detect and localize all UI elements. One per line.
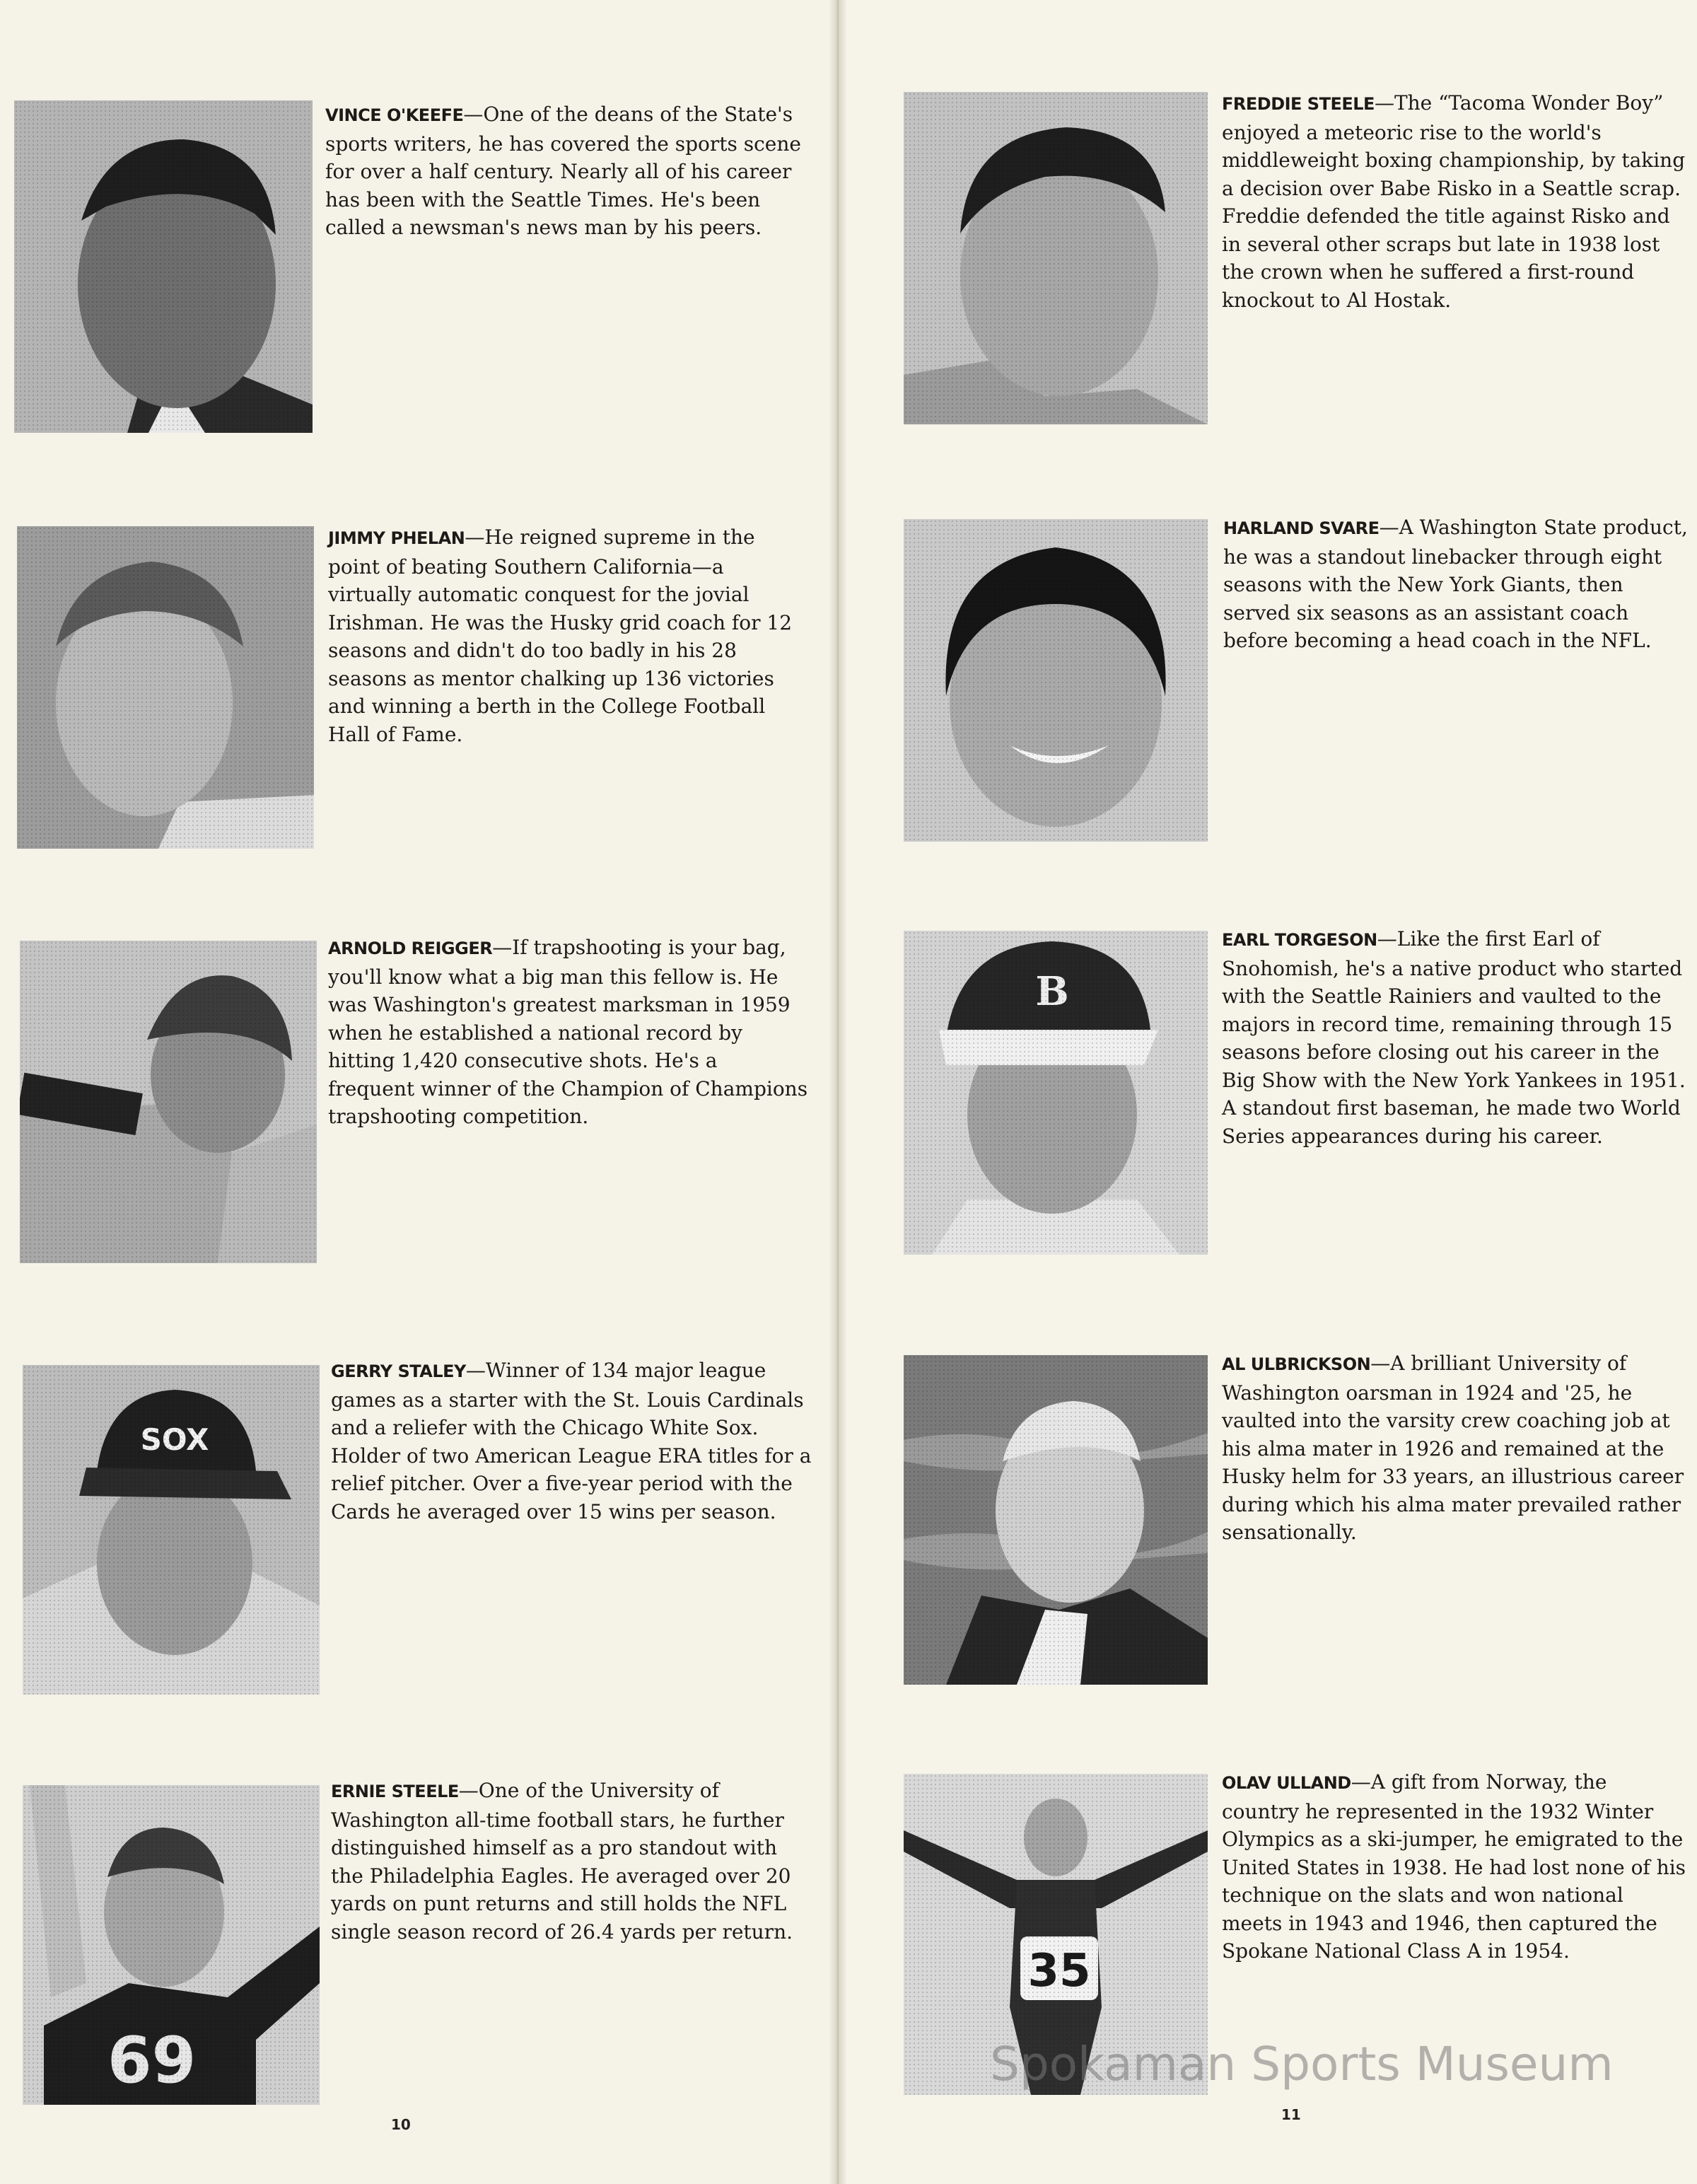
name-earl-torgeson: EARL TORGESON [1222, 930, 1377, 950]
portrait-vince-okeefe [14, 100, 313, 433]
entry-jimmy-phelan [328, 523, 809, 748]
name-al-ulbrickson: AL ULBRICKSON [1222, 1354, 1371, 1374]
watermark: Spokaman Sports Museum [990, 2037, 1614, 2091]
entry-vince-okeefe [325, 100, 806, 242]
name-harland-svare: HARLAND SVARE [1223, 518, 1380, 538]
name-gerry-staley: GERRY STALEY [331, 1361, 466, 1381]
portrait-ernie-steele [23, 1785, 320, 2105]
bio-text: —A Washington State product, he was a standout linebacker through eight seasons with the New York Giants, then served six seasons as an assistant coach before becoming a head coach in the NFL. [1223, 516, 1688, 652]
entry-harland-svare [1223, 513, 1690, 655]
page-number-right: 11 [1281, 2106, 1301, 2123]
entry-arnold-reigger [328, 934, 809, 1131]
bio-text: —The “Tacoma Wonder Boy” enjoyed a meteoric rise to the world's middleweight boxing championship, by taking a decision over Babe Risko in a Seattle scrap. Freddie defended the title against Risko and in several other scraps but late in 1938 lost the crown when he suffered a first-round knockout to Al Hostak. [1222, 91, 1686, 312]
bio-text: —A brilliant University of Washington oarsman in 1924 and '25, he vaulted into the varsity crew coaching job at his alma mater in 1926 and remained at the Husky helm for 33 years, an illustrious career during which his alma mater prevailed rather sensationally. [1222, 1352, 1684, 1544]
portrait-al-ulbrickson [904, 1355, 1208, 1685]
name-vince-okeefe: VINCE O'KEEFE [325, 105, 464, 125]
portrait-jimmy-phelan [17, 526, 314, 849]
entry-ernie-steele [331, 1777, 812, 1946]
name-olav-ulland: OLAV ULLAND [1222, 1773, 1351, 1793]
entry-gerry-staley [331, 1357, 812, 1526]
name-arnold-reigger: ARNOLD REIGGER [328, 939, 493, 958]
bio-text: —One of the deans of the State's sports writers, he has covered the sports scene for over a half century. Nearly all of his career has been with the Seattle Times. He's been called a newsman's news man by his peers. [325, 103, 801, 239]
bio-text: —He reigned supreme in the point of beating Southern California—a virtually automatic conquest for the jovial Irishman. He was the Husky grid coach for 12 seasons and didn't do too badly in his 28 seasons as mentor chalking up 136 victories and winning a berth in the College Football Hall of Fame. [328, 525, 793, 746]
bio-text: —Like the first Earl of Snohomish, he's a native product who started with the Seattle Rainiers and vaulted to the majors in record time, remaining through 15 seasons before closing out his career in the Big Show with the New York Yankees in 1951. A standout first baseman, he made two World Series appearances during his career. [1222, 927, 1686, 1148]
name-jimmy-phelan: JIMMY PHELAN [328, 528, 465, 548]
page-number-left: 10 [391, 2116, 411, 2133]
entry-earl-torgeson [1222, 925, 1690, 1150]
portrait-freddie-steele [904, 92, 1208, 424]
bio-text: —A gift from Norway, the country he represented in the 1932 Winter Olympics as a ski-jumper, he emigrated to the United States in 1938. He had lost none of his technique on the slats and won national meets in 1943 and 1946, then captured the Spokane National Class A in 1954. [1222, 1770, 1686, 1963]
book-gutter [829, 0, 847, 2184]
entry-olav-ulland [1222, 1768, 1690, 1965]
entry-al-ulbrickson [1222, 1349, 1691, 1547]
portrait-gerry-staley [23, 1365, 320, 1695]
entry-freddie-steele [1222, 89, 1689, 314]
bio-text: —If trapshooting is your bag, you'll know what a big man this fellow is. He was Washington's greatest marksman in 1959 when he established a national record by hitting 1,420 consecutive shots. He's a frequent winner of the Champion of Champions trapshooting competition. [328, 936, 808, 1128]
name-ernie-steele: ERNIE STEELE [331, 1782, 459, 1801]
name-freddie-steele: FREDDIE STEELE [1222, 94, 1375, 114]
portrait-harland-svare [904, 519, 1208, 842]
portrait-arnold-reigger [20, 941, 317, 1263]
bio-text: —One of the University of Washington all-time football stars, he further distinguished himself as a pro standout with the Philadelphia Eagles. He averaged over 20 yards on punt returns and still holds the NFL single season record of 26.4 yards per return. [331, 1779, 793, 1944]
bio-text: —Winner of 134 major league games as a starter with the St. Louis Cardinals and a reliefer with the Chicago White Sox. Holder of two American League ERA titles for a relief pitcher. Over a five-year period with the Cards he averaged over 15 wins per season. [331, 1359, 812, 1523]
portrait-earl-torgeson [904, 931, 1208, 1255]
